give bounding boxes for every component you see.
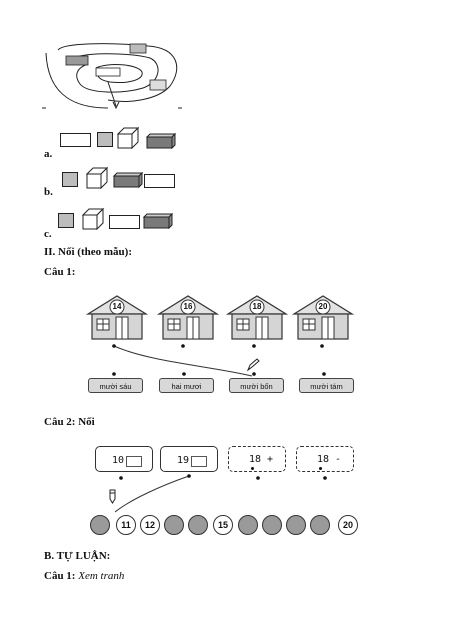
number-circle[interactable] xyxy=(188,515,208,535)
answer-label-b: b. xyxy=(44,186,53,198)
number-circle[interactable] xyxy=(310,515,330,535)
card-text: 18 + xyxy=(249,454,274,465)
number-circle[interactable]: 12 xyxy=(140,515,160,535)
question-text: Xem tranh xyxy=(78,570,125,582)
number-circle[interactable] xyxy=(90,515,110,535)
number-circle[interactable] xyxy=(262,515,282,535)
answer-label-a: a. xyxy=(44,148,53,160)
word-tag[interactable]: mười bốn xyxy=(229,378,284,393)
pencil-icon xyxy=(106,489,120,505)
house-number: 14 xyxy=(112,302,122,311)
word-tag[interactable]: mười tám xyxy=(299,378,354,393)
number-circle[interactable] xyxy=(286,515,306,535)
question-1-label: Câu 1: xyxy=(44,266,76,278)
essay-question-1 xyxy=(44,570,124,582)
house-number: 18 xyxy=(252,302,262,311)
question-2-label: Câu 2: Nối xyxy=(44,416,95,428)
word-tag[interactable]: hai mươi xyxy=(159,378,214,393)
section-title-essay: B. TỰ LUẬN: xyxy=(44,550,111,562)
number-circle[interactable] xyxy=(164,515,184,535)
house-number: 16 xyxy=(183,302,193,311)
number-circle[interactable]: 11 xyxy=(116,515,136,535)
number-circle[interactable]: 20 xyxy=(338,515,358,535)
card-text: 19 xyxy=(177,455,190,466)
card-text: 18 - xyxy=(317,454,342,465)
number-circle[interactable]: 15 xyxy=(213,515,233,535)
question-label: Câu 1: xyxy=(44,570,76,582)
word-tag[interactable]: mười sáu xyxy=(88,378,143,393)
house-number: 20 xyxy=(318,302,328,311)
section-title-matching: II. Nối (theo mẫu): xyxy=(44,246,132,258)
card-text: 10 xyxy=(112,455,125,466)
number-circle[interactable] xyxy=(238,515,258,535)
answer-label-c: c. xyxy=(44,228,52,240)
